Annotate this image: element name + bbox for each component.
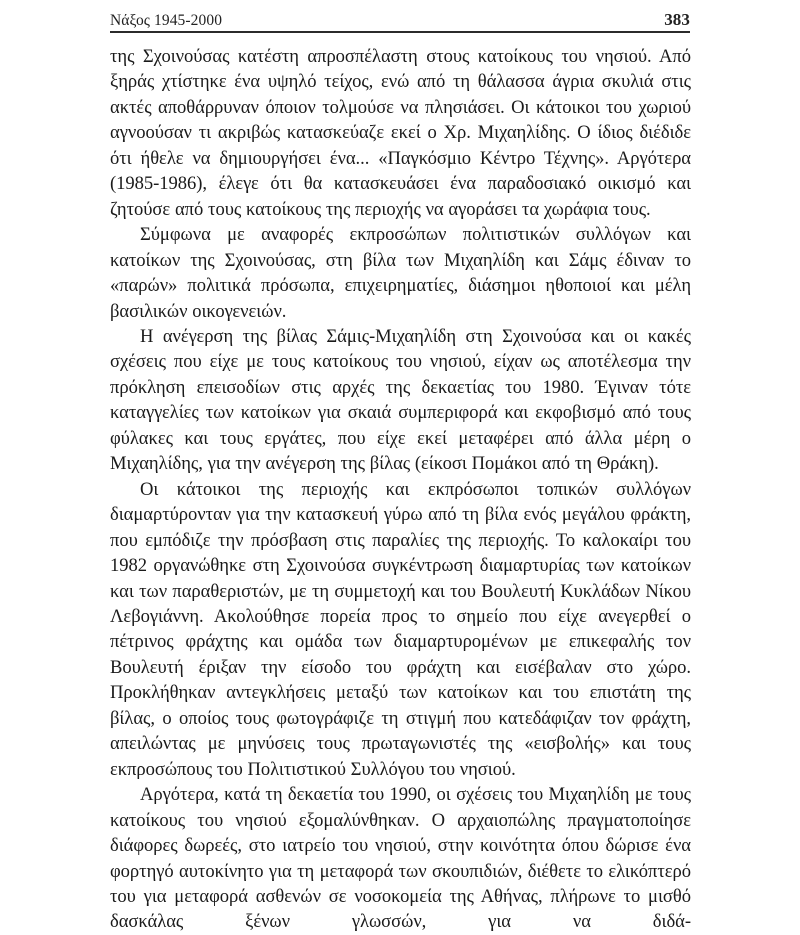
page-number: 383	[664, 10, 690, 29]
header-rule	[110, 31, 690, 33]
running-head	[110, 10, 690, 30]
body-paragraph: της Σχοινούσας κατέστη απροσπέλαστη στους κατοίκους του νησιού. Από ξηράς χτίστηκε ένα υψηλό τείχος, ενώ από τη θάλασσα άγρια σκυλιά στις ακτές αποθάρρυναν όποιον τολμούσε να πλησιάσει. Οι κάτοικοι του χωριού αγνοούσαν τι ακριβώς κατασκεύαζε εκεί ο Χρ. Μιχαηλίδης. Ο ίδιος διέδιδε ότι ήθελε να δημιουργήσει ένα... «Παγκόσμιο Κέντρο Τέχνης». Αργότερα (1985-1986), έλεγε ότι θα κατασκευάσει ένα παραδοσιακό οικισμό και ζητούσε από τους κατοίκους της περιοχής να αγοράσει τα χωράφια τους.	[110, 46, 691, 220]
body-paragraph: Αργότερα, κατά τη δεκαετία του 1990, οι σχέσεις του Μιχαηλίδη με τους κατοίκους του νησιού εξομαλύνθηκαν. Ο αρχαιοπώλης πραγματοποίησε διάφορες δωρεές, στο ιατρείο του νησιού, στην κοινότητα όπου δώρισε ένα φορτηγό αυτοκίνητο για τη μεταφορά των σκουπιδιών, διέθετε το ελικόπτερό του για μεταφορά ασθενών σε νοσοκομεία της Αθήνας, πλήρωνε το μισθό δασκάλας ξένων γλωσσών, για να διδά-	[110, 784, 691, 933]
body-text-block	[110, 44, 691, 935]
running-head-title: Νάξος 1945-2000	[110, 12, 223, 29]
body-paragraph: Η ανέγερση της βίλας Σάμις-Μιχαηλίδη στη Σχοινούσα και οι κακές σχέσεις που είχε με τους κατοίκους του νησιού, είχαν ως αποτέλεσμα την πρόκληση επεισοδίων στις αρχές της δεκαετίας του 1980. Έγιναν τότε καταγγελίες των κατοίκων για σκαιά συμπεριφορά και εκφοβισμό από τους φύλακες και τους εργάτες, που είχε εκεί μεταφέρει από άλλα μέρη ο Μιχαηλίδης, για την ανέγερση της βίλας (είκοσι Πομάκοι από τη Θράκη).	[110, 325, 691, 475]
body-paragraph: Οι κάτοικοι της περιοχής και εκπρόσωποι τοπικών συλλόγων διαμαρτύρονταν για την κατασκευή γύρω από τη βίλα ενός μεγάλου φράκτη, που εμπόδιζε την πρόσβαση στις παραλίες της περιοχής. Το καλοκαίρι του 1982 οργανώθηκε στη Σχοινούσα συγκέντρωση διαμαρτυρίας των κατοίκων και των παραθεριστών, με τη συμμετοχή και του Βουλευτή Κυκλάδων Νίκου Λεβογιάννη. Ακολούθησε πορεία προς το σημείο που είχε ανεγερθεί ο πέτρινος φράχτης και ομάδα των διαμαρτυρομένων με επικεφαλής τον Βουλευτή έριξαν την είσοδο του φράχτη και εισέβαλαν στο χώρο. Προκλήθηκαν αντεγκλήσεις μεταξύ των κατοίκων και του επιστάτη της βίλας, ο οποίος τους φωτογράφιζε τη στιγμή που κατεδάφιζαν τον φράχτη, απειλώντας με μηνύσεις τους πρωταγωνιστές της «εισβολής» και τους εκπροσώπους του Πολιτιστικού Συλλόγου του νησιού.	[110, 478, 691, 780]
body-paragraph: Σύμφωνα με αναφορές εκπροσώπων πολιτιστικών συλλόγων και κατοίκων της Σχοινούσας, στη βίλα των Μιχαηλίδη και Σάμς έδιναν το «παρών» πολιτικά πρόσωπα, επιχειρηματίες, διάσημοι ηθοποιοί και μέλη βασιλικών οικογενειών.	[110, 224, 691, 322]
